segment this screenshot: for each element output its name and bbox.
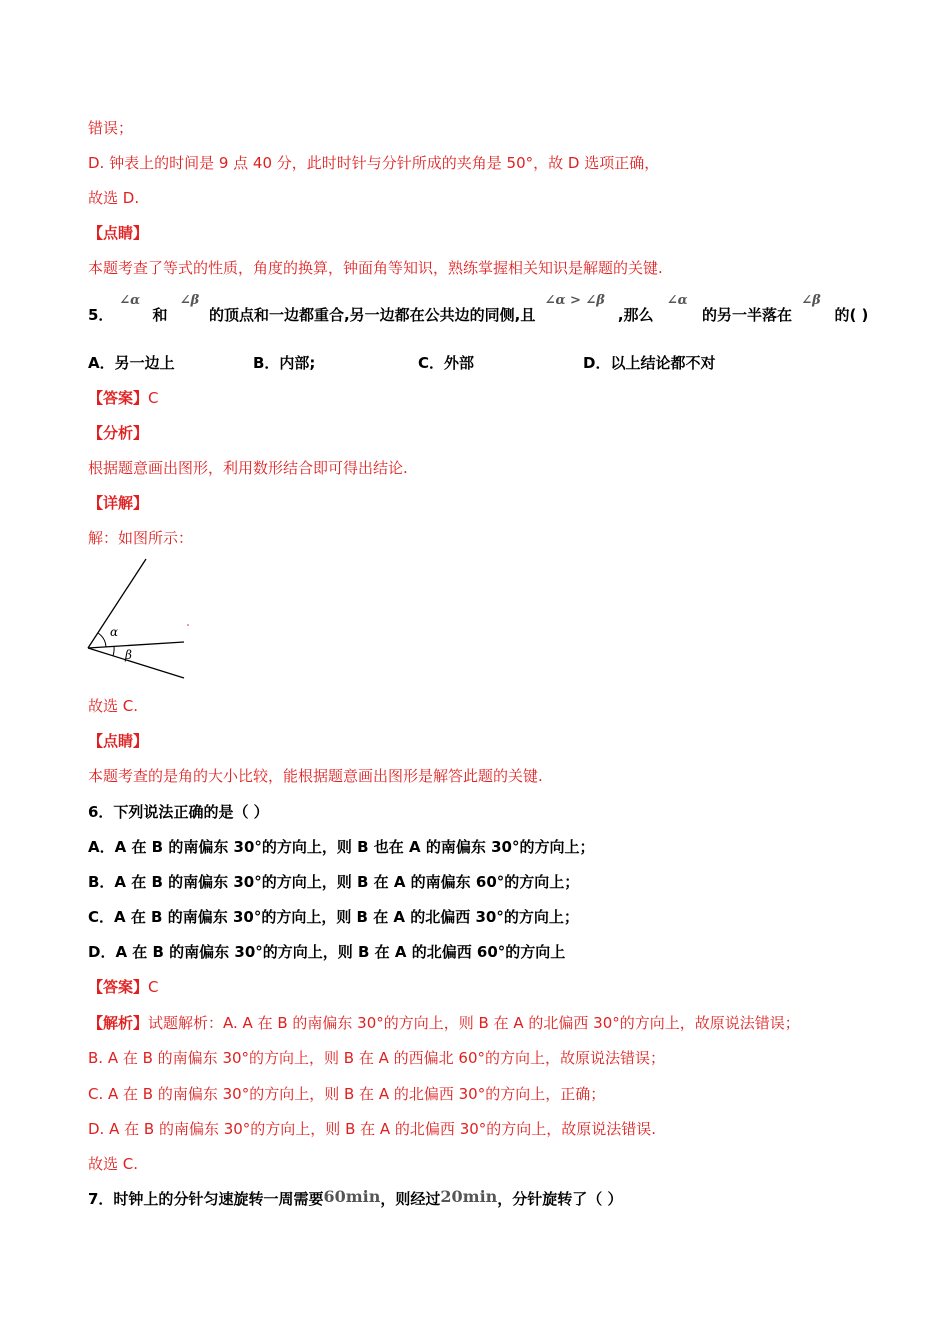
option-b: B．A 在 B 的南偏东 30°的方向上，则 B 在 A 的南偏东 60°的方向上；	[88, 873, 580, 891]
text-line: D. A 在 B 的南偏东 30°的方向上，则 B 在 A 的北偏西 30°的方向上，故原说法错误.	[88, 1120, 657, 1138]
text-line: D. 钟表上的时间是 9 点 40 分，此时时针与分针所成的夹角是 50°，故 D 选项正确，	[88, 154, 660, 172]
section-tag: 【分析】	[88, 424, 149, 442]
stem-text: 的另一半落在	[701, 306, 792, 324]
option-a: A．另一边上	[88, 354, 175, 372]
text-line: 故选 C.	[88, 697, 139, 715]
option-b: B．内部;	[253, 354, 316, 372]
label-alpha: α	[110, 625, 119, 639]
answer-line	[88, 388, 159, 408]
section-tag: 【点睛】	[88, 224, 149, 242]
option-a: A．A 在 B 的南偏东 30°的方向上，则 B 也在 A 的南偏东 30°的方向上；	[88, 838, 595, 856]
option-d: D．A 在 B 的南偏东 30°的方向上，则 B 在 A 的北偏西 60°的方向上	[88, 943, 566, 961]
arc-alpha	[98, 633, 106, 647]
analysis-line	[88, 1013, 800, 1033]
answer-tag: 【答案】	[88, 389, 149, 407]
angle-figure	[84, 556, 194, 682]
question-6-stem: 6．下列说法正确的是（ ）	[88, 803, 269, 821]
text-line: 故选 C.	[88, 1155, 139, 1173]
arc-beta	[113, 646, 114, 656]
stem-text: ，分针旋转了（ ）	[497, 1190, 623, 1208]
math-comparison: ∠α > ∠β	[544, 293, 605, 308]
option-c: C．A 在 B 的南偏东 30°的方向上，则 B 在 A 的北偏西 30°的方向上；	[88, 908, 579, 926]
stem-text: 7．时钟上的分针匀速旋转一周需要	[88, 1190, 324, 1208]
text-line: C. A 在 B 的南偏东 30°的方向上，则 B 在 A 的北偏西 30°的方向上，正确；	[88, 1085, 606, 1103]
option-d: D．以上结论都不对	[583, 354, 716, 372]
stem-text: 和	[152, 306, 168, 324]
math-60min: 60min	[323, 1187, 381, 1206]
ray-lower	[88, 648, 184, 678]
label-beta: β	[125, 648, 132, 662]
text-line: 解：如图所示：	[88, 529, 194, 547]
math-beta: ∠β	[179, 293, 200, 308]
question-5-options	[88, 353, 848, 373]
text-line: 故选 D.	[88, 189, 140, 207]
section-tag: 【详解】	[88, 494, 149, 512]
text-line: 根据题意画出图形，利用数形结合即可得出结论.	[88, 459, 408, 477]
text-line: 错误；	[88, 119, 134, 137]
answer-value: C	[148, 389, 159, 407]
text-line: 试题解析：A. A 在 B 的南偏东 30°的方向上，则 B 在 A 的北偏西 30°的方向上，故原说法错误；	[148, 1014, 800, 1032]
stem-text: ，则经过	[380, 1190, 441, 1208]
stem-text: 的顶点和一边都重合,另一边都在公共边的同侧,且	[208, 306, 536, 324]
section-tag: 【点睛】	[88, 732, 149, 750]
question-5-stem	[88, 293, 869, 327]
stray-dot	[187, 624, 189, 626]
answer-value: C	[148, 978, 159, 996]
stem-text: 的( )	[834, 306, 869, 324]
ray-middle	[88, 642, 184, 648]
answer-tag: 【答案】	[88, 978, 149, 996]
math-beta: ∠β	[801, 293, 821, 308]
section-tag: 【解析】	[88, 1014, 149, 1032]
question-7-stem	[88, 1189, 623, 1209]
math-20min: 20min	[440, 1187, 498, 1206]
text-line: B. A 在 B 的南偏东 30°的方向上，则 B 在 A 的西偏北 60°的方向上，故原说法错误；	[88, 1049, 666, 1067]
answer-line	[88, 977, 159, 997]
stem-text: ,那么	[617, 306, 654, 324]
math-alpha: ∠α	[666, 293, 688, 308]
question-number: 5．	[88, 306, 114, 324]
math-alpha: ∠α	[119, 293, 141, 308]
text-line: 本题考查了等式的性质，角度的换算，钟面角等知识，熟练掌握相关知识是解题的关键.	[88, 259, 663, 277]
text-line: 本题考查的是角的大小比较，能根据题意画出图形是解答此题的关键.	[88, 767, 543, 785]
option-c: C．外部	[418, 354, 475, 372]
